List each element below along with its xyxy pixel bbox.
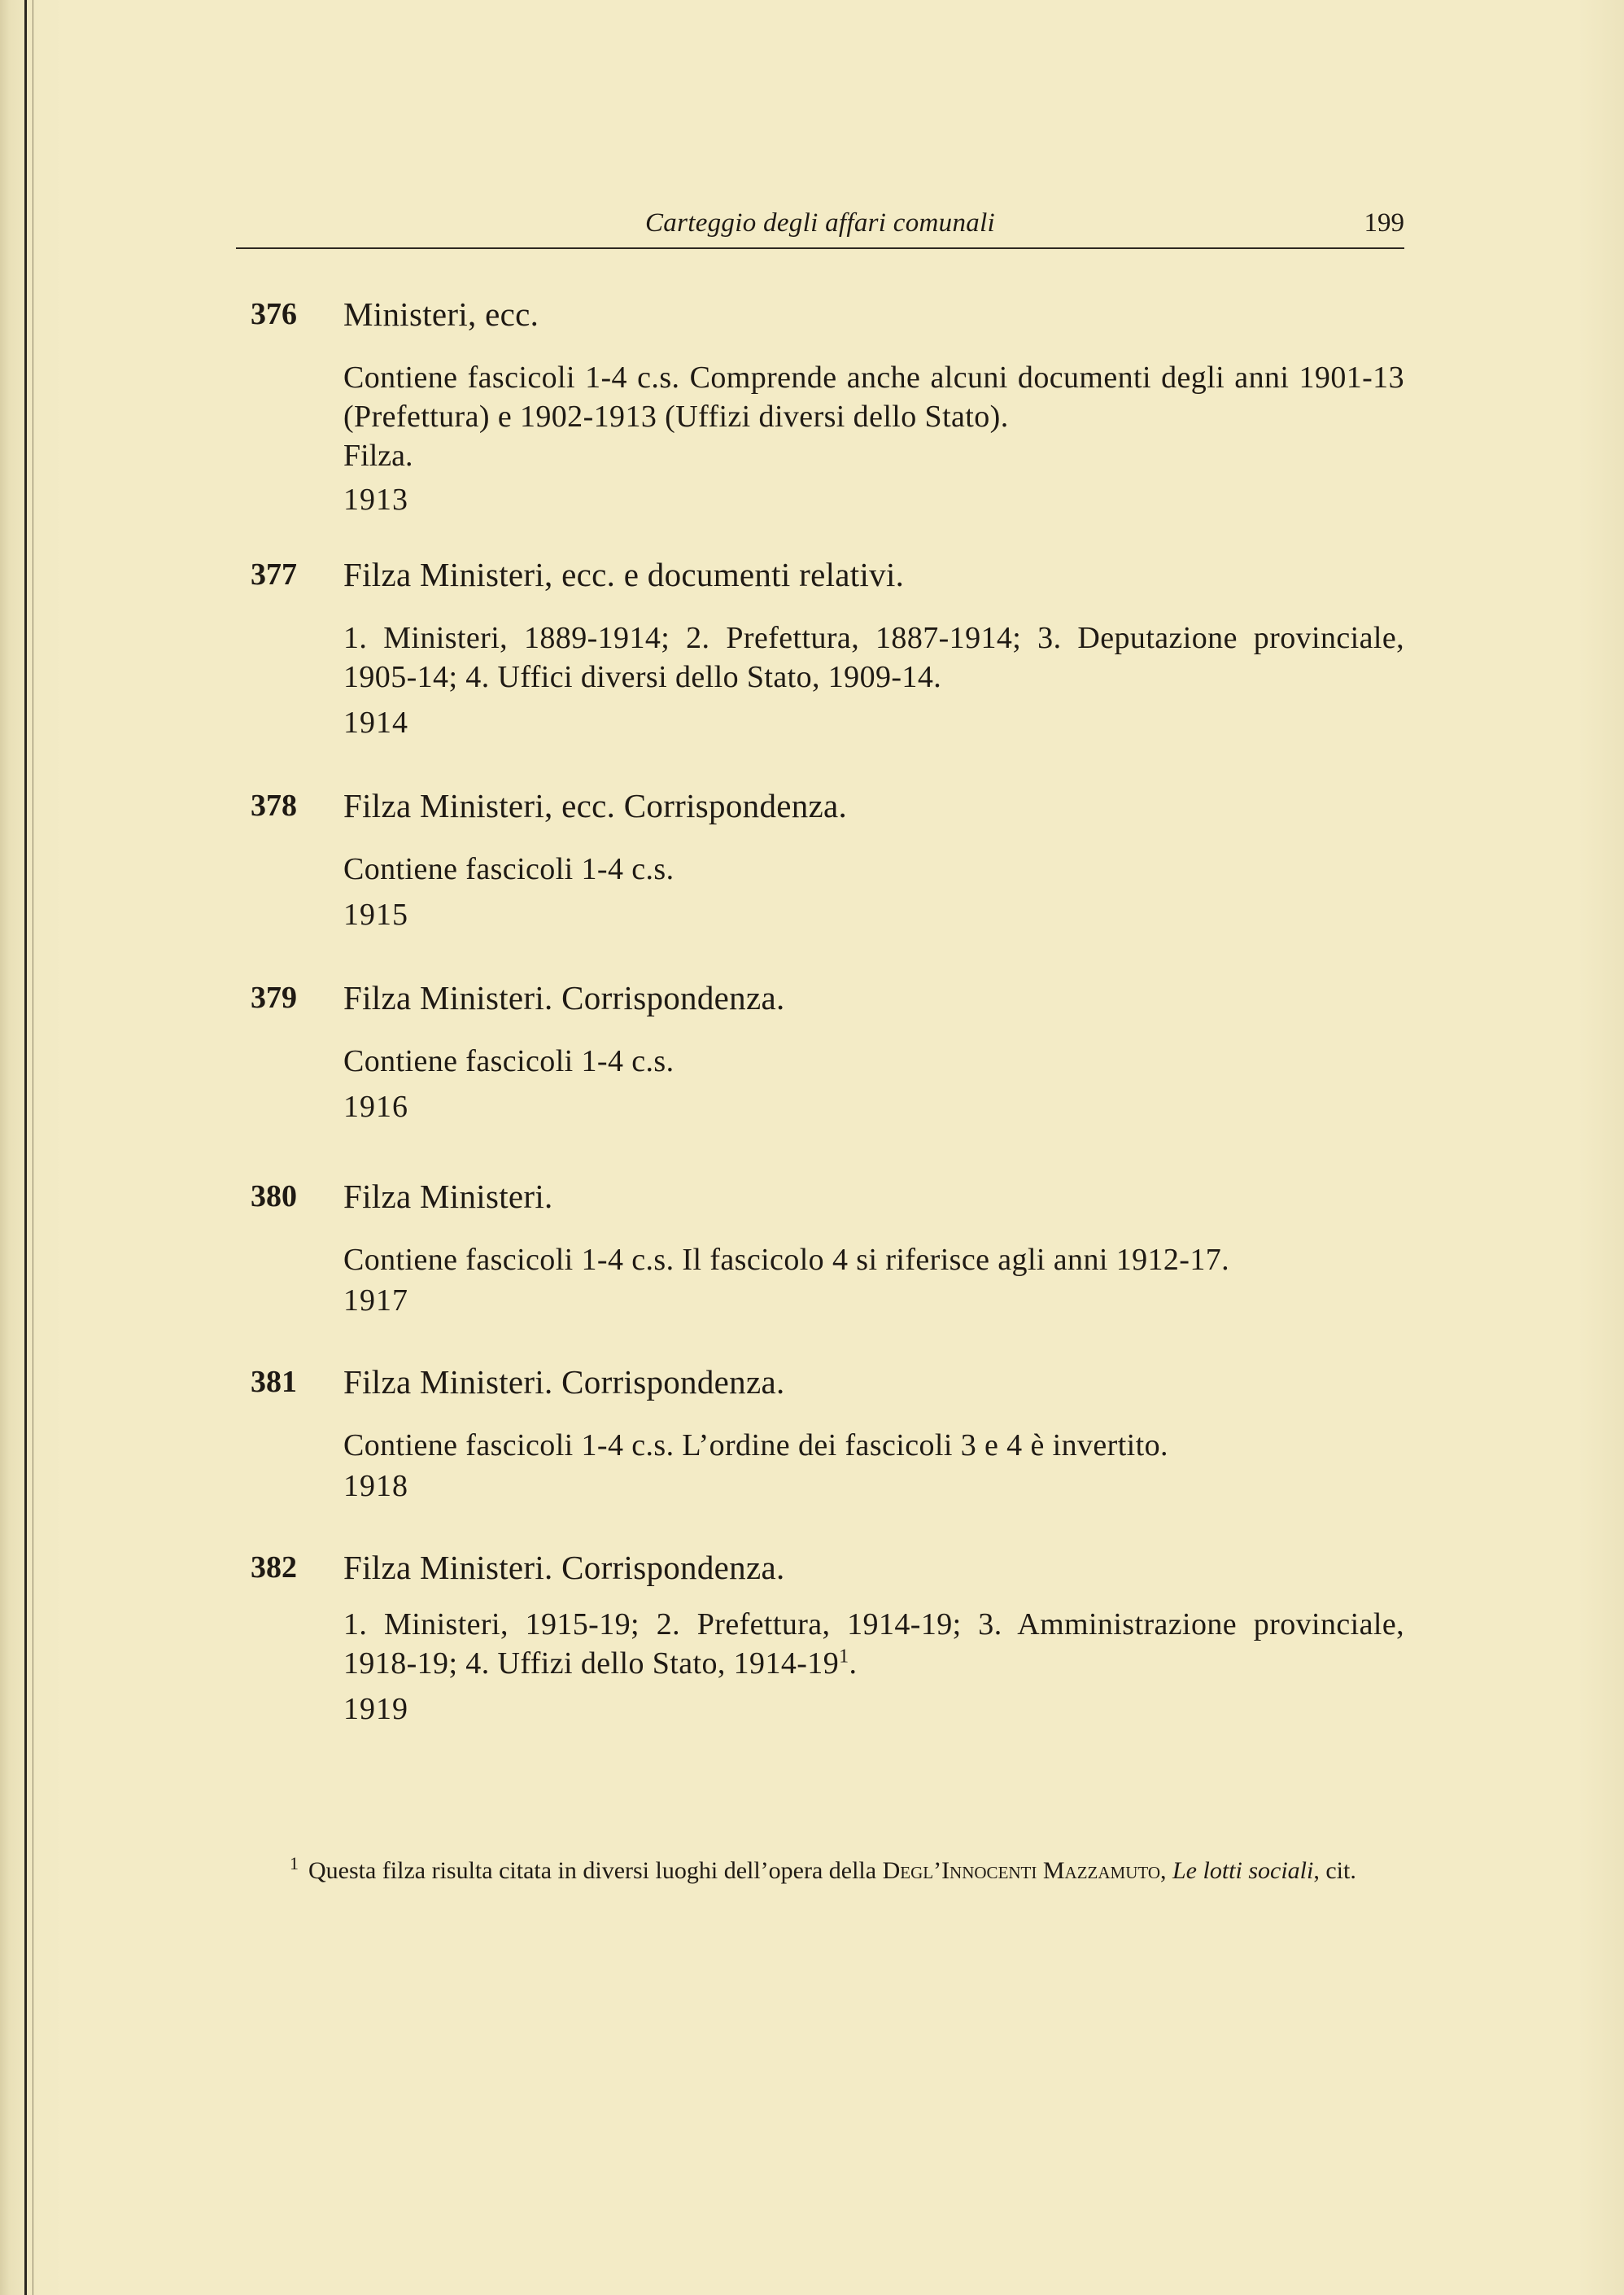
- entry-description: Contiene fascicoli 1-4 c.s.: [343, 1044, 674, 1078]
- entry-title: Ministeri, ecc.: [343, 295, 539, 333]
- footnote-text-end: , cit.: [1313, 1857, 1356, 1884]
- entry-body: [343, 785, 1404, 936]
- entry-number: 381: [251, 1365, 297, 1399]
- footnote-text: Questa filza risulta citata in diversi luoghi dell’opera della: [308, 1857, 883, 1884]
- entry-number: 382: [251, 1550, 297, 1585]
- spine-edge: [24, 0, 27, 2295]
- footnote-work-title: Le lotti sociali: [1172, 1857, 1314, 1884]
- entry-description: Contiene fascicoli 1-4 c.s. Comprende anche alcuni documenti degli anni 1901-13 (Prefettura) e 1902-1913 (Uffizi diversi dello Stato).: [343, 361, 1404, 434]
- entry-380: [236, 1175, 1404, 1322]
- entry-body: [343, 1546, 1404, 1730]
- entry-number: 378: [251, 789, 297, 823]
- entry-body: [343, 293, 1404, 521]
- entry-description: 1. Ministeri, 1889-1914; 2. Prefettura, 1887-1914; 3. Deputazione provinciale, 1905-14; 4. Uffici diversi dello Stato, 1909-14.: [343, 621, 1404, 694]
- running-title: Carteggio degli affari comunali: [644, 208, 996, 238]
- entry-377: [236, 553, 1404, 744]
- entry-body: [343, 553, 1404, 744]
- entry-382: [236, 1546, 1404, 1730]
- entry-378: [236, 785, 1404, 936]
- entry-body: [343, 1361, 1404, 1507]
- entry-description: Contiene fascicoli 1-4 c.s. Il fascicolo 4 si riferisce agli anni 1912-17.: [343, 1243, 1230, 1277]
- entry-body: [343, 977, 1404, 1128]
- entry-number: 379: [251, 981, 297, 1015]
- page-number: 199: [1364, 208, 1404, 238]
- entry-title: Filza Ministeri. Corrispondenza.: [343, 1549, 785, 1586]
- entry-description-text: 1. Ministeri, 1915-19; 2. Prefettura, 1914-19; 3. Amministrazione provinciale, 1918-19; 4. Uffizi dello Stato, 1914-19: [343, 1607, 1404, 1681]
- footnote-mark: 1: [290, 1853, 299, 1873]
- entry-title: Filza Ministeri, ecc. e documenti relativi.: [343, 556, 905, 593]
- running-head: [236, 207, 1404, 249]
- entry-number: 380: [251, 1179, 297, 1213]
- entry-extra: Filza.: [343, 439, 413, 473]
- entries-list: [236, 293, 1404, 1730]
- footnote: [252, 1853, 1404, 1886]
- entry-description: [343, 1605, 1404, 1683]
- entry-year: 1915: [343, 898, 408, 932]
- entry-year: 1918: [343, 1469, 408, 1503]
- entry-379: [236, 977, 1404, 1128]
- entry-376: [236, 293, 1404, 521]
- entry-year: 1919: [343, 1692, 408, 1726]
- entry-year: 1914: [343, 706, 408, 740]
- footnote-reference: 1: [839, 1646, 849, 1668]
- entry-description-end: .: [849, 1646, 858, 1681]
- entry-year: 1913: [343, 483, 408, 517]
- entry-381: [236, 1361, 1404, 1507]
- footnote-separator: ,: [1160, 1857, 1172, 1884]
- entry-year: 1917: [343, 1283, 408, 1318]
- entry-title: Filza Ministeri. Corrispondenza.: [343, 1363, 785, 1401]
- entry-year: 1916: [343, 1090, 408, 1124]
- entry-description: Contiene fascicoli 1-4 c.s.: [343, 852, 674, 886]
- entry-title: Filza Ministeri.: [343, 1178, 553, 1215]
- entry-title: Filza Ministeri, ecc. Corrispondenza.: [343, 787, 848, 824]
- entry-description: Contiene fascicoli 1-4 c.s. L’ordine dei fascicoli 3 e 4 è invertito.: [343, 1428, 1168, 1462]
- footnote-author: Degl’Innocenti Mazzamuto: [882, 1857, 1160, 1884]
- entry-body: [343, 1175, 1404, 1322]
- entry-title: Filza Ministeri. Corrispondenza.: [343, 979, 785, 1016]
- entry-number: 376: [251, 297, 297, 331]
- entry-number: 377: [251, 557, 297, 592]
